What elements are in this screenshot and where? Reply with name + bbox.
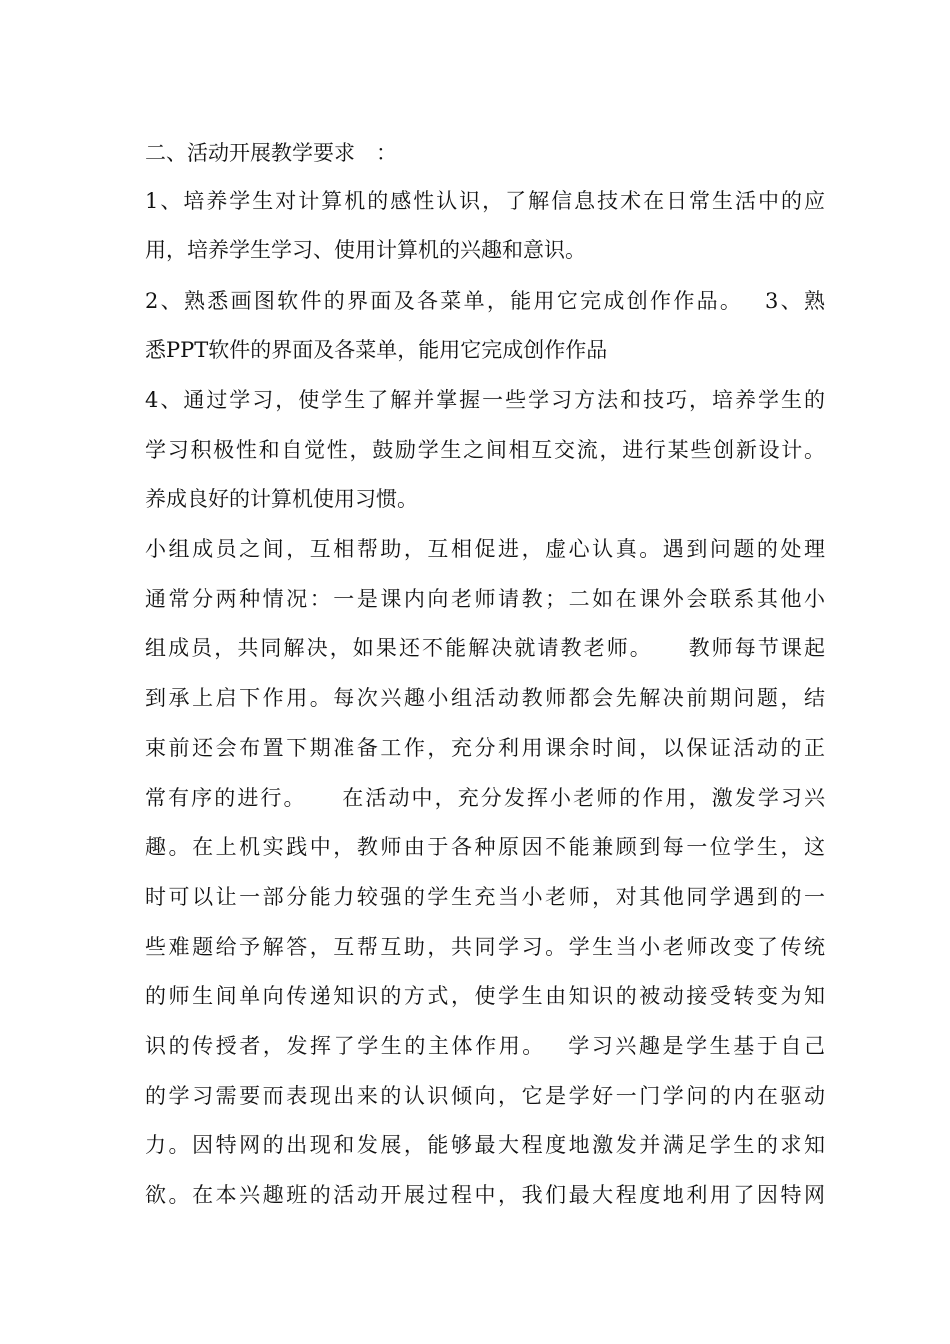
text-line-15: 时可以让一部分能力较强的学生充当小老师，对其他同学遇到的一 <box>145 885 825 909</box>
text-line-10: 组成员，共同解决，如果还不能解决就请教老师。 教师每节课起 <box>145 636 825 660</box>
text-line-11: 到承上启下作用。每次兴趣小组活动教师都会先解决前期问题，结 <box>145 686 825 710</box>
text-line-21: 欲。在本兴趣班的活动开展过程中，我们最大程度地利用了因特网 <box>145 1183 825 1207</box>
text-line-9: 通常分两种情况：一是课内向老师请教；二如在课外会联系其他小 <box>145 587 825 611</box>
text-line-7: 养成良好的计算机使用习惯。 <box>145 487 418 511</box>
text-line-2: 用，培养学生学习、使用计算机的兴趣和意识。 <box>145 238 586 262</box>
text-line-5: 4、通过学习，使学生了解并掌握一些学习方法和技巧，培养学生的 <box>145 388 825 412</box>
text-line-6: 学习积极性和自觉性，鼓励学生之间相互交流，进行某些创新设计。 <box>145 438 825 462</box>
text-line-20: 力。因特网的出现和发展，能够最大程度地激发并满足学生的求知 <box>145 1133 825 1157</box>
text-line-13: 常有序的进行。 在活动中，充分发挥小老师的作用，激发学习兴 <box>145 786 825 810</box>
section-heading: 二、活动开展教学要求 ： <box>145 141 397 165</box>
text-line-18: 识的传授者，发挥了学生的主体作用。 学习兴趣是学生基于自己 <box>145 1034 825 1058</box>
text-line-8: 小组成员之间，互相帮助，互相促进，虚心认真。遇到问题的处理 <box>145 537 825 561</box>
text-line-14: 趣。在上机实践中，教师由于各种原因不能兼顾到每一位学生，这 <box>145 835 825 859</box>
text-line-16: 些难题给予解答，互帮互助，共同学习。学生当小老师改变了传统 <box>145 935 825 959</box>
text-line-17: 的师生间单向传递知识的方式，使学生由知识的被动接受转变为知 <box>145 984 825 1008</box>
text-line-19: 的学习需要而表现出来的认识倾向，它是学好一门学问的内在驱动 <box>145 1084 825 1108</box>
text-line-12: 束前还会布置下期准备工作，充分利用课余时间，以保证活动的正 <box>145 736 825 760</box>
text-line-3: 2、熟悉画图软件的界面及各菜单，能用它完成创作作品。 3、熟 <box>145 289 825 313</box>
text-line-1: 1、培养学生对计算机的感性认识，了解信息技术在日常生活中的应 <box>145 189 825 213</box>
text-line-4: 悉PPT软件的界面及各菜单，能用它完成创作作品 <box>145 338 608 362</box>
